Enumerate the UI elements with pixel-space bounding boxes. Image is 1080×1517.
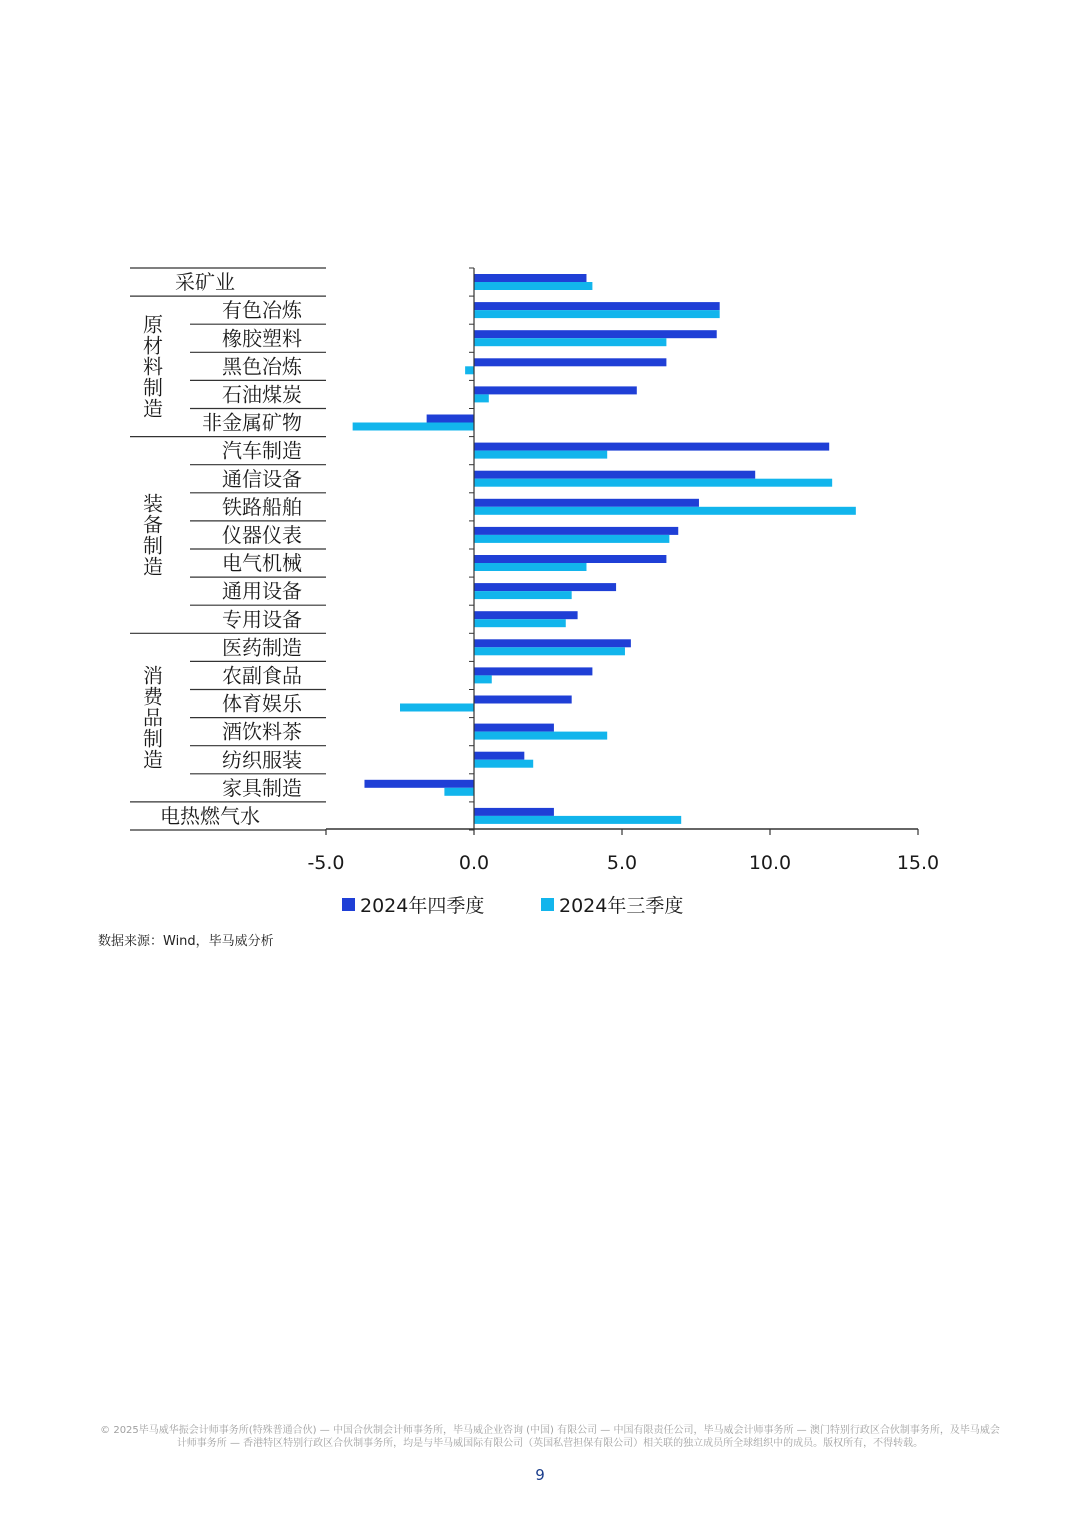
category-label: 黑色冶炼 <box>222 354 302 379</box>
bar-q4 <box>474 527 678 535</box>
bar-q3 <box>400 704 474 712</box>
bar-q4 <box>474 752 524 760</box>
bar-q4 <box>474 330 717 338</box>
category-label: 医药制造 <box>222 635 302 660</box>
category-label: 仪器仪表 <box>222 522 302 547</box>
bar-q3 <box>474 816 681 824</box>
category-label: 农副食品 <box>222 663 302 688</box>
bar-q3 <box>474 507 856 515</box>
category-label: 家具制造 <box>222 775 302 800</box>
bar-q3 <box>474 451 607 459</box>
bar-q3 <box>474 732 607 740</box>
bar-q4 <box>474 443 829 451</box>
legend-label-q3: 2024年三季度 <box>559 895 684 917</box>
bar-q3 <box>465 366 474 374</box>
bar-q4 <box>427 415 474 423</box>
bar-q4 <box>364 780 474 788</box>
bar-q3 <box>353 423 474 431</box>
bar-q4 <box>474 639 631 647</box>
category-label: 通信设备 <box>222 466 302 491</box>
bar-q4 <box>474 274 586 282</box>
bar-q3 <box>474 591 572 599</box>
category-label: 专用设备 <box>222 607 302 632</box>
x-tick-label: 10.0 <box>748 852 792 874</box>
bar-q3 <box>474 760 533 768</box>
bar-q3 <box>474 282 592 290</box>
source-note: 数据来源：Wind，毕马威分析 <box>98 934 274 949</box>
category-label: 体育娱乐 <box>222 691 302 716</box>
category-label: 酒饮料茶 <box>222 719 302 744</box>
bar-q4 <box>474 724 554 732</box>
page-number: 9 <box>535 1466 545 1484</box>
bar-q3 <box>474 310 720 318</box>
legend-swatch-q3 <box>541 898 554 911</box>
category-label: 铁路船舶 <box>222 494 302 519</box>
bar-q4 <box>474 667 592 675</box>
group-label: 装备制造 <box>143 491 163 579</box>
category-label: 通用设备 <box>222 579 302 604</box>
bar-q4 <box>474 471 755 479</box>
category-label: 汽车制造 <box>222 438 302 463</box>
bar-q3 <box>474 394 489 402</box>
legend-label-q4: 2024年四季度 <box>360 895 485 917</box>
bar-q3 <box>474 563 586 571</box>
legend-swatch-q4 <box>342 898 355 911</box>
bar-q3 <box>474 338 666 346</box>
category-label: 纺织服装 <box>222 747 302 772</box>
bar-q4 <box>474 358 666 366</box>
category-label: 采矿业 <box>175 270 235 295</box>
copyright-footer: © 2025毕马威华振会计师事务所(特殊普通合伙) — 中国合伙制会计师事务所，毕马威企业咨询 (中国) 有限公司 — 中国有限责任公司，毕马威会计师事务所 — 澳门特别行政区合伙制事务所，及毕马威会计师事务所 — 香港特区特别行政区合伙制事务所，均是与毕马威国际有限公司（英国私营担保有限公司）相关联的独立成员所全球组织中的成员。版权所有，不得转载。 <box>100 1425 1000 1449</box>
group-label: 消费品制造 <box>143 663 163 772</box>
group-label: 原材料制造 <box>143 312 163 421</box>
category-label: 电气机械 <box>222 551 302 576</box>
x-tick-label: 0.0 <box>458 852 490 874</box>
bar-q3 <box>474 619 566 627</box>
category-label: 非金属矿物 <box>202 410 302 435</box>
bar-q4 <box>474 696 572 704</box>
bar-q3 <box>444 788 474 796</box>
bar-q4 <box>474 302 720 310</box>
x-tick-label: 5.0 <box>606 852 638 874</box>
category-label: 电热燃气水 <box>160 803 260 828</box>
x-tick-label: 15.0 <box>896 852 940 874</box>
bar-q4 <box>474 555 666 563</box>
bar-q3 <box>474 479 832 487</box>
bar-q4 <box>474 583 616 591</box>
x-tick-label: -5.0 <box>307 852 345 874</box>
category-label: 橡胶塑料 <box>222 326 302 351</box>
bar-q3 <box>474 647 625 655</box>
bar-q3 <box>474 535 669 543</box>
bar-q4 <box>474 386 637 394</box>
category-label: 有色冶炼 <box>222 298 302 323</box>
bar-q4 <box>474 808 554 816</box>
bar-q4 <box>474 611 578 619</box>
bar-q3 <box>474 675 492 683</box>
category-label: 石油煤炭 <box>222 382 302 407</box>
bar-q4 <box>474 499 699 507</box>
